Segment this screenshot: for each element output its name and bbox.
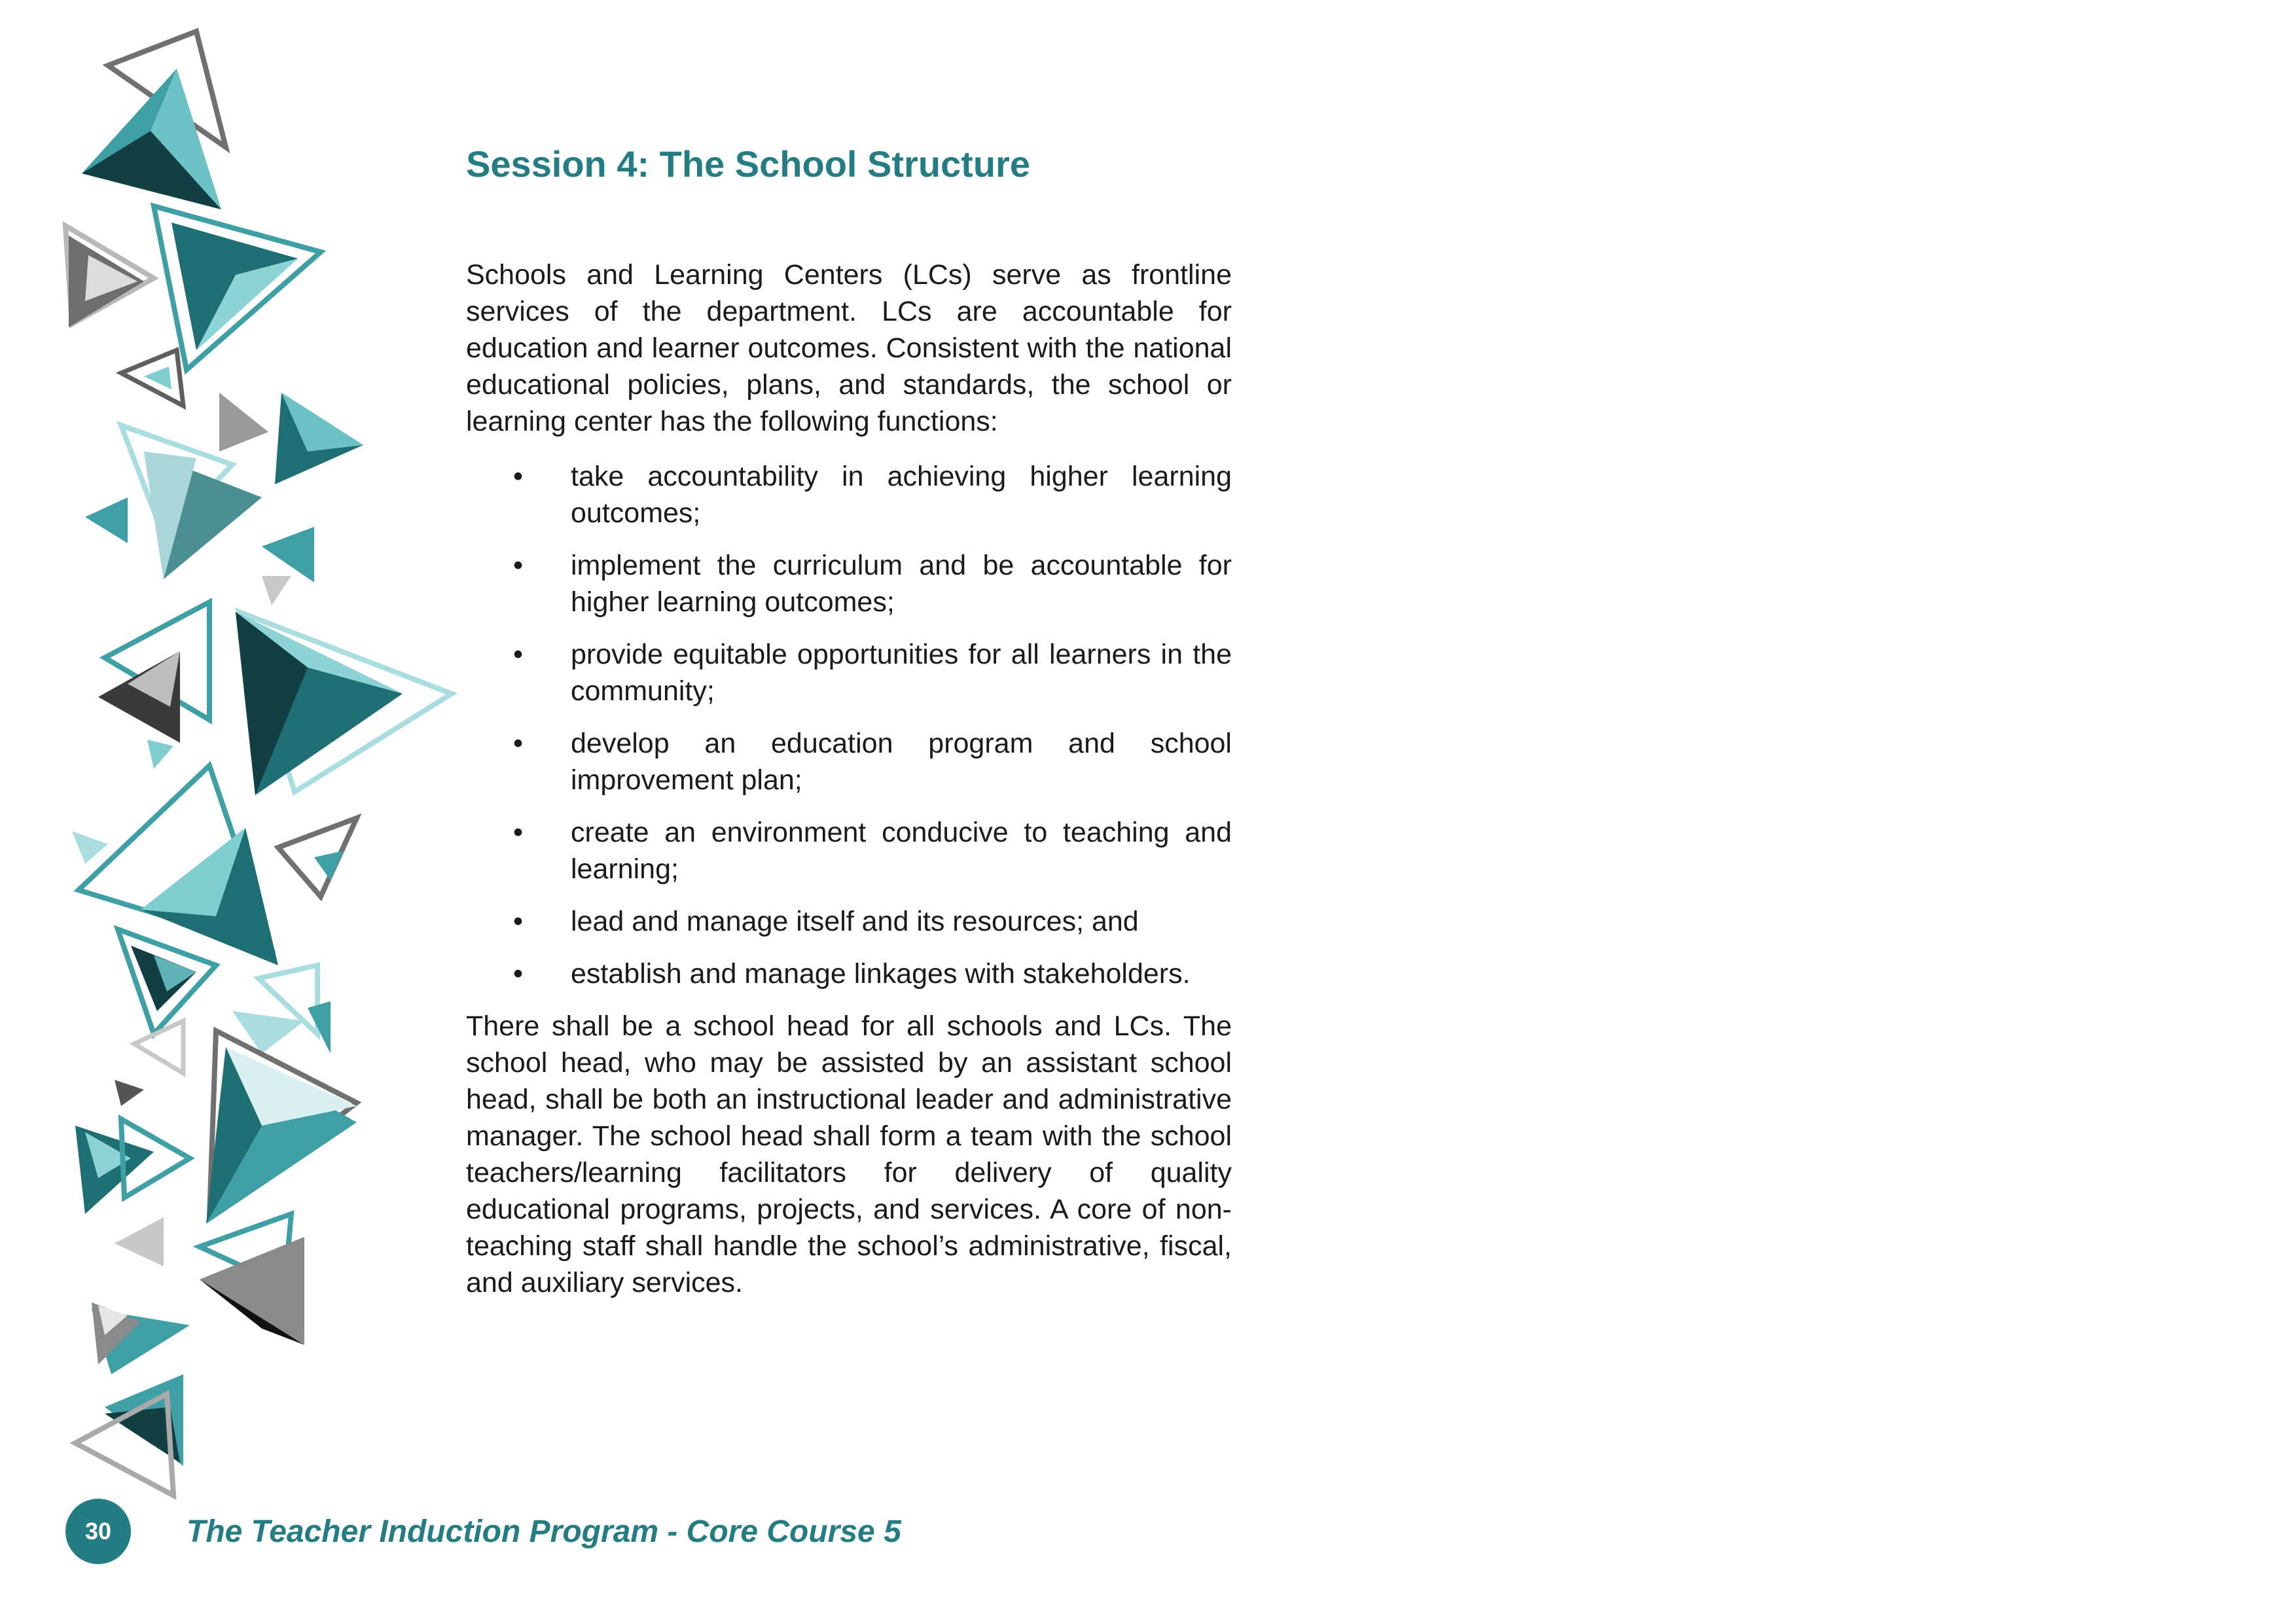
page-number: 30	[65, 1499, 131, 1564]
bullet-icon: •	[513, 905, 524, 937]
list-item	[466, 955, 1232, 992]
function-text: establish and manage linkages with stakeholders.	[571, 957, 1191, 990]
bullet-icon: •	[513, 638, 524, 670]
function-text: implement the curriculum and be accountable for higher learning outcomes;	[571, 549, 1232, 618]
bullet-icon: •	[513, 460, 524, 492]
functions-list	[466, 458, 1232, 992]
list-item	[466, 725, 1232, 798]
session-content	[466, 144, 1232, 1301]
function-text: create an environment conducive to teaching and learning;	[571, 816, 1232, 885]
function-text: provide equitable opportunities for all learners in the community;	[571, 638, 1232, 707]
list-item	[466, 903, 1232, 940]
session-title: Session 4: The School Structure	[466, 143, 1030, 185]
list-item	[466, 636, 1232, 709]
page-footer	[65, 1499, 901, 1564]
list-item	[466, 547, 1232, 620]
function-text: take accountability in achieving higher learning outcomes;	[571, 460, 1232, 529]
intro-paragraph: Schools and Learning Centers (LCs) serve as frontline services of the department. LCs are accountable for education and learner outcomes. Consistent with the national educational policies, plans, and standards, the school or learning center has the following functions:	[466, 259, 1232, 437]
course-title: The Teacher Induction Program - Core Course 5	[187, 1514, 901, 1549]
bullet-icon: •	[513, 727, 524, 759]
function-text: develop an education program and school improvement plan;	[571, 727, 1232, 796]
bullet-icon: •	[513, 549, 524, 581]
bullet-icon: •	[513, 957, 524, 990]
geometric-triangles-decoration	[0, 0, 471, 1505]
function-text: lead and manage itself and its resources; and	[571, 905, 1139, 937]
list-item	[466, 458, 1232, 531]
bullet-icon: •	[513, 816, 524, 848]
closing-paragraph: There shall be a school head for all schools and LCs. The school head, who may be assisted by an assistant school head, shall be both an instructional leader and administrative manager. The school head shall form a team with the school teachers/learning facilitators for delivery of quality educational programs, projects, and services. A core of non-teaching staff shall handle the school’s administrative, fiscal, and auxiliary services.	[466, 1010, 1232, 1298]
list-item	[466, 814, 1232, 887]
